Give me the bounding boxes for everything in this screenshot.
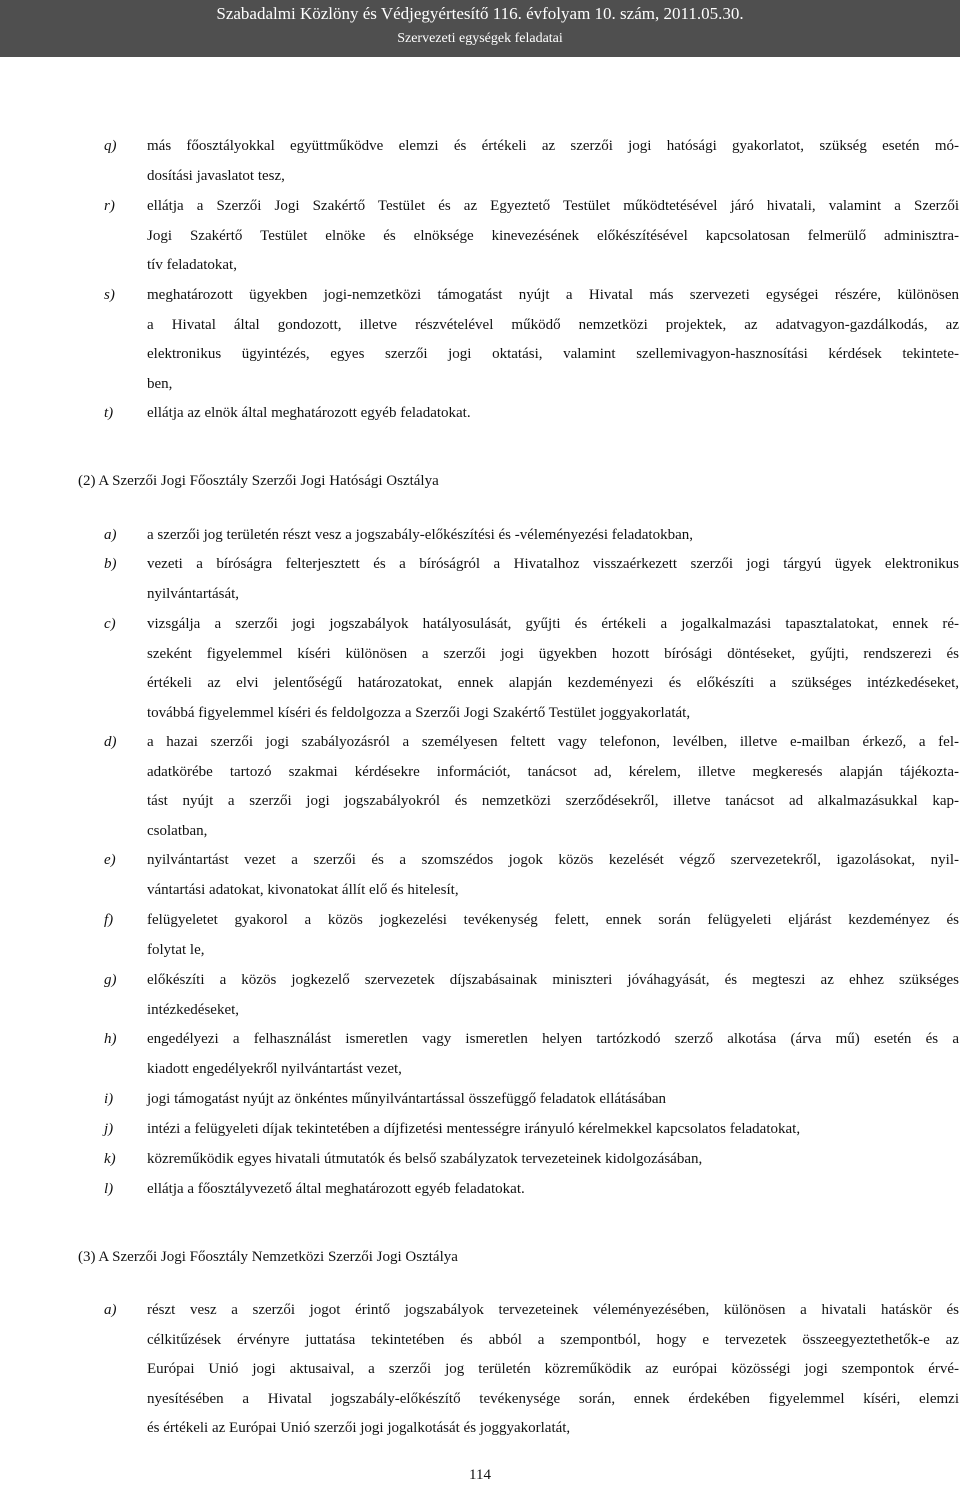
item-marker: l): [104, 1181, 114, 1197]
item-text: [147, 1025, 959, 1084]
item-text: [147, 846, 959, 905]
text-line: kiadott engedélyekről nyilvántartást vezet,: [147, 1060, 402, 1077]
item-marker: i): [104, 1091, 114, 1107]
text-line: adatkörébe tartozó szakmai kérdésekre információt, tanácsot ad, kérelem, illetve megkeresés alapján tájékozta-: [147, 763, 959, 780]
text-line: ellátja az elnök által meghatározott egyéb feladatokat.: [147, 405, 471, 421]
text-line: a hazai szerzői jogi szabályozásról a személyesen feltett vagy telefonon, levélben, illetve e-mailban érkező, a fel-: [147, 734, 959, 750]
text-line: előkészíti a közös jogkezelő szervezetek díjszabásainak miniszteri jóváhagyását, és megteszi az ehhez szükséges: [147, 972, 959, 988]
text-line: közreműködik egyes hivatali útmutatók és belső szabályzatok tervezeteinek kidolgozásában,: [147, 1151, 703, 1167]
section-2-heading: (2) A Szerzői Jogi Főosztály Szerzői Jogi Hatósági Osztálya: [78, 473, 439, 489]
journal-title: Szabadalmi Közlöny és Védjegyértesítő 116. évfolyam 10. szám, 2011.05.30.: [216, 4, 744, 23]
text-line: nyesítésében a Hivatal jogszabály-előkészítő tevékenysége során, ennek érdekében figyelemmel kíséri, elemzi: [147, 1390, 959, 1407]
text-line: engedélyezi a felhasználást ismeretlen vagy ismeretlen helyen tartózkodó szerző alkotása (árva mű) esetén és a: [147, 1031, 959, 1047]
item-text: [147, 966, 959, 1025]
text-line: továbbá figyelemmel kíséri és feldolgozza a Szerzői Jogi Szakértő Testület joggyakorlatát,: [147, 704, 691, 721]
item-text: [147, 1085, 959, 1115]
item-text: [147, 132, 959, 191]
item-marker: a): [104, 1302, 117, 1318]
text-line: szeként figyelemmel kíséri különösen a szerzői jogi ügyekben hozott bírósági döntéseket, gyűjti, rendszerezi és: [147, 645, 959, 662]
text-line: ben,: [147, 375, 173, 392]
item-marker: c): [104, 616, 116, 632]
text-line: felügyeletet gyakorol a közös jogkezelési tevékenység felett, ennek során felügyeleti eljárást kezdeményez és: [147, 912, 959, 928]
item-marker: r): [104, 198, 115, 214]
text-line: nyilvántartást vezet a szerzői és a szomszédos jogok közös kezelését végző szervezetekről, igazolásokat, nyil-: [147, 852, 959, 868]
item-text: [147, 610, 959, 728]
page-header: [0, 0, 960, 57]
item-marker: d): [104, 734, 117, 750]
text-line: vántartási adatokat, kivonatokat állít elő és hitelesít,: [147, 881, 459, 898]
item-marker: s): [104, 287, 115, 303]
text-line: Jogi Szakértő Testület elnöke és elnöksége kinevezésének előkészítésével kapcsolatosan felmerülő adminisztra-: [147, 227, 959, 244]
text-line: intézkedéseket,: [147, 1001, 240, 1018]
text-line: Európai Unió jogi aktusaival, a szerzői jog területén közreműködik az európai közösségi jogi szempontok érvé-: [147, 1361, 959, 1377]
item-marker: e): [104, 852, 116, 868]
item-marker: f): [104, 912, 114, 928]
text-line: ellátja a főosztályvezető által meghatározott egyéb feladatokat.: [147, 1181, 525, 1197]
item-text: [147, 1296, 959, 1444]
item-marker: q): [104, 138, 117, 154]
item-marker: j): [104, 1121, 114, 1137]
text-line: intézi a felügyeleti díjak tekintetében a díjfizetési mentességre irányuló kérelmekkel kapcsolatos feladatokat,: [147, 1121, 801, 1137]
page-number: 114: [469, 1467, 491, 1483]
text-line: vezeti a bíróságra felterjesztett és a bíróságról a Hivatalhoz visszaérkezett szerzői jogi tárgyú ügyek elektronikus: [147, 556, 959, 572]
section-3-heading: (3) A Szerzői Jogi Főosztály Nemzetközi Szerzői Jogi Osztálya: [78, 1249, 458, 1265]
item-text: [147, 906, 959, 965]
item-text: [147, 1115, 959, 1145]
item-marker: k): [104, 1151, 116, 1167]
item-marker: t): [104, 405, 114, 421]
item-text: [147, 728, 959, 846]
text-line: más főosztályokkal együttműködve elemzi és értékeli az szerzői jogi hatósági gyakorlatot, szükség esetén mó-: [147, 138, 959, 154]
text-line: részt vesz a szerzői jogot érintő jogszabályok tervezeteinek véleményezésében, különösen a hivatali hatáskör és: [147, 1302, 959, 1318]
item-text: [147, 192, 959, 281]
text-line: tív feladatokat,: [147, 257, 237, 273]
text-line: célkitűzések érvényre juttatása tekintetében és abból a szempontból, hogy e tervezetek összeegyeztethetők-e az: [147, 1331, 959, 1348]
item-text: [147, 521, 959, 551]
text-line: jogi támogatást nyújt az önkéntes műnyilvántartással összefüggő feladatok ellátásában: [147, 1091, 667, 1107]
text-line: értékeli az elvi jelentőségű határozatokat, ennek alapján kezdeményezi és előkészíti a szükséges intézkedéseket,: [147, 675, 959, 691]
text-line: tást nyújt a szerzői jogi jogszabályokról és nemzetközi szerződésekről, illetve tanácsot ad alkalmazásukkal kap-: [147, 793, 959, 809]
text-line: meghatározott ügyekben jogi-nemzetközi támogatást nyújt a Hivatal más szervezeti egységei részére, különösen: [147, 287, 959, 303]
section-subtitle: Szervezeti egységek feladatai: [397, 31, 563, 46]
item-marker: g): [104, 972, 117, 988]
item-text: [147, 1145, 959, 1175]
text-line: dosítási javaslatot tesz,: [147, 167, 285, 184]
text-line: csolatban,: [147, 822, 208, 839]
item-marker: a): [104, 527, 117, 543]
text-line: ellátja a Szerzői Jogi Szakértő Testület és az Egyeztető Testület működtetésével járó hivatali, valamint a Szerzői: [147, 198, 959, 214]
text-line: folytat le,: [147, 941, 205, 958]
text-line: vizsgálja a szerzői jogi jogszabályok hatályosulását, gyűjti és értékeli a jogalkalmazási tapasztalatokat, ennek ré-: [147, 616, 959, 632]
text-line: és értékeli az Európai Unió szerzői jogi jogalkotását és joggyakorlatát,: [147, 1420, 571, 1436]
item-text: [147, 1175, 959, 1205]
item-text: [147, 281, 959, 399]
item-marker: h): [104, 1031, 117, 1047]
text-line: nyilvántartását,: [147, 585, 240, 602]
item-marker: b): [104, 556, 117, 572]
item-text: [147, 550, 959, 609]
text-line: a szerzői jog területén részt vesz a jogszabály-előkészítési és -véleményezési feladatokban,: [147, 527, 693, 543]
text-line: elektronikus ügyintézés, egyes szerzői jogi oktatási, valamint szellemivagyon-hasznosítási kérdések tekintete-: [147, 346, 959, 362]
text-line: a Hivatal által gondozott, illetve részvételével működő nemzetközi projektek, az adatvagyon-gazdálkodás, az: [147, 316, 959, 333]
item-text: [147, 399, 959, 429]
